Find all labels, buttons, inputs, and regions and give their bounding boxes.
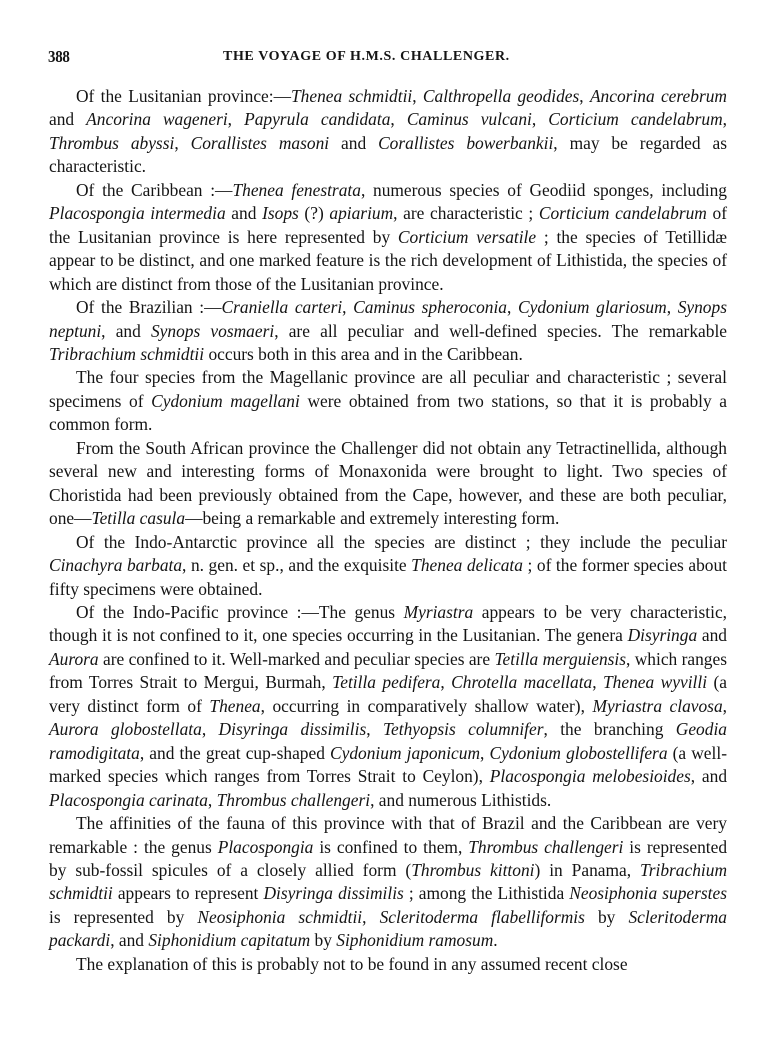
species-name: Thrombus challengeri <box>468 836 624 857</box>
running-title: THE VOYAGE OF H.M.S. CHALLENGER. <box>223 49 510 64</box>
species-name: Corallistes bowerbankii <box>378 132 554 153</box>
species-name: Tethyopsis columnifer <box>382 719 544 740</box>
species-name: Scleritoderma packardi <box>49 906 727 951</box>
species-name: Geodia ramodigitata <box>49 719 727 763</box>
paragraph-affinities: The affinities of the fauna of this province with that of Brazil and the Caribbean are very remarkable : the genus Placospongia is confined to them, Thrombus challengeri is represented by sub-fossil spicules of a closely allied form (Thrombus kittoni) in Panama, Tribrachium schmidtii appears to represent Disyringa dissimilis ; among the Lithistida Neosiphonia superstes is represented by Neosiphonia schmidtii, Scleritoderma flabelliformis by Scleritoderma packardi, and Siphonidium capitatum by Siphonidium ramosum. <box>49 813 728 951</box>
species-name: Tribrachium schmidtii <box>49 343 205 364</box>
page-number: 388 <box>48 47 70 66</box>
paragraph-indo-antarctic: Of the Indo-Antarctic province all the species are distinct ; they include the peculiar Cinachyra barbata, n. gen. et sp., and the exquisite Thenea delicata ; of the former species about fifty specimens were obtained. <box>49 531 728 599</box>
species-name: Corticium candelabrum <box>538 203 707 224</box>
species-name: Tetilla pedifera <box>332 672 441 693</box>
species-name: Tetilla merguiensis <box>494 648 627 669</box>
species-name: Cydonium glariosum <box>518 297 667 318</box>
species-name: Corticium versatile <box>397 226 537 247</box>
species-name: Calthropella geodides <box>422 86 580 106</box>
body-text <box>49 85 727 976</box>
species-name: Caminus spheroconia <box>353 297 507 318</box>
species-name: Myriastra clavosa <box>592 695 723 716</box>
paragraph-brazilian: Of the Brazilian :—Craniella carteri, Caminus spheroconia, Cydonium glariosum, Synops neptuni, and Synops vosmaeri, are all peculiar and well-defined species. The remarkable Tribrachium schmidtii occurs both in this area and in the Caribbean. <box>49 297 728 364</box>
species-name: Disyringa dissimilis <box>263 883 404 904</box>
species-name: Placospongia melobesioides <box>489 766 691 787</box>
species-name: Neosiphonia schmidtii <box>197 906 363 927</box>
species-name: Thenea delicata <box>411 555 523 576</box>
species-name: Ancorina cerebrum <box>589 86 727 106</box>
paragraph-south-african: From the South African province the Challenger did not obtain any Tetractinellida, although several new and interesting forms of Monaxonida were brought to light. Two species of Choristida had been previously obtained from the Cape, however, and these are both peculiar, one—Tetilla casula—being a remarkable and extremely interesting form. <box>49 437 727 529</box>
paragraph-caribbean: Of the Caribbean :—Thenea fenestrata, numerous species of Geodiid sponges, including Placospongia intermedia and Isops (?) apiarium, are characteristic ; Corticium candelabrum of the Lusitanian province is here represented by Corticium versatile ; the species of Tetillidæ appear to be distinct, and one marked feature is the rich development of Lithistida, the species of which are distinct from those of the Lusitanian province. <box>49 179 728 294</box>
species-name: Neosiphonia superstes <box>569 883 727 904</box>
species-name: Thenea schmidtii <box>290 86 413 106</box>
species-name: Siphonidium capitatum <box>148 930 311 951</box>
species-name: Isops <box>262 203 299 224</box>
species-name: Thrombus abyssi <box>49 132 175 153</box>
species-name: Placospongia <box>217 836 314 857</box>
species-name: Aurora globostellata <box>49 719 202 740</box>
species-name: Siphonidium ramosum <box>336 930 494 951</box>
species-name: Papyrula candidata <box>244 109 391 130</box>
species-name: Cinachyra barbata <box>49 555 183 576</box>
species-name: Placospongia carinata <box>49 789 208 810</box>
species-name: Thenea <box>209 695 261 716</box>
species-name: Thrombus kittoni <box>411 859 535 880</box>
species-name: Thenea fenestrata <box>232 179 361 200</box>
species-name: Placospongia intermedia <box>49 203 226 224</box>
species-name: Thrombus challengeri <box>216 789 371 810</box>
species-name: Ancorina wageneri <box>86 109 228 130</box>
species-name: Caminus vulcani <box>406 109 532 130</box>
species-name: Cydonium japonicum <box>330 742 481 763</box>
species-name: Synops neptuni <box>49 297 727 341</box>
species-name: Aurora <box>49 648 99 669</box>
species-name: Tetilla casula <box>91 508 186 529</box>
species-name: Corticium candelabrum <box>548 109 723 130</box>
paragraph-indo-pacific: Of the Indo-Pacific province :—The genus Myriastra appears to be very characteristic, though it is not confined to it, one species occurring in the Lusitanian. The genera Disyringa and Aurora are confined to it. Well-marked and peculiar species are Tetilla merguiensis, which ranges from Torres Strait to Mergui, Burmah, Tetilla pedifera, Chrotella macellata, Thenea wyvilli (a very distinct form of Thenea, occurring in comparatively shallow water), Myriastra clavosa, Aurora globostellata, Disyringa dissimilis, Tethyopsis columnifer, the branching Geodia ramodigitata, and the great cup-shaped Cydonium japonicum, Cydonium globostellifera (a well-marked species which ranges from Torres Strait to Ceylon), Placospongia melobesioides, and Placospongia carinata, Thrombus challengeri, and numerous Lithistids. <box>49 601 728 810</box>
paragraph-magellanic: The four species from the Magellanic province are all peculiar and characteristic ; several specimens of Cydonium magellani were obtained from two stations, so that it is probably a common form. <box>49 367 728 435</box>
species-name: Myriastra <box>403 601 474 622</box>
species-name: Cydonium magellani <box>151 390 300 411</box>
species-name: Cydonium globostellifera <box>489 742 668 763</box>
running-head <box>48 47 727 67</box>
species-name: Craniella carteri <box>221 297 343 318</box>
species-name: apiarium <box>329 203 394 224</box>
species-name: Synops vosmaeri <box>150 320 275 341</box>
paragraph-lusitanian: Of the Lusitanian province:—Thenea schmidtii, Calthropella geodides, Ancorina cerebrum and Ancorina wageneri, Papyrula candidata, Caminus vulcani, Corticium candelabrum, Thrombus abyssi, Corallistes masoni and Corallistes bowerbankii, may be regarded as characteristic. <box>49 86 728 177</box>
species-name: Chrotella macellata <box>451 672 593 693</box>
species-name: Disyringa dissimilis <box>218 719 367 740</box>
species-name: Disyringa <box>627 625 698 646</box>
species-name: Thenea wyvilli <box>603 672 708 693</box>
species-name: Corallistes masoni <box>190 132 330 153</box>
paragraph-explanation: The explanation of this is probably not to be found in any assumed recent close <box>76 953 628 974</box>
species-name: Tribrachium schmidtii <box>49 859 728 904</box>
species-name: Scleritoderma flabelliformis <box>379 906 585 927</box>
